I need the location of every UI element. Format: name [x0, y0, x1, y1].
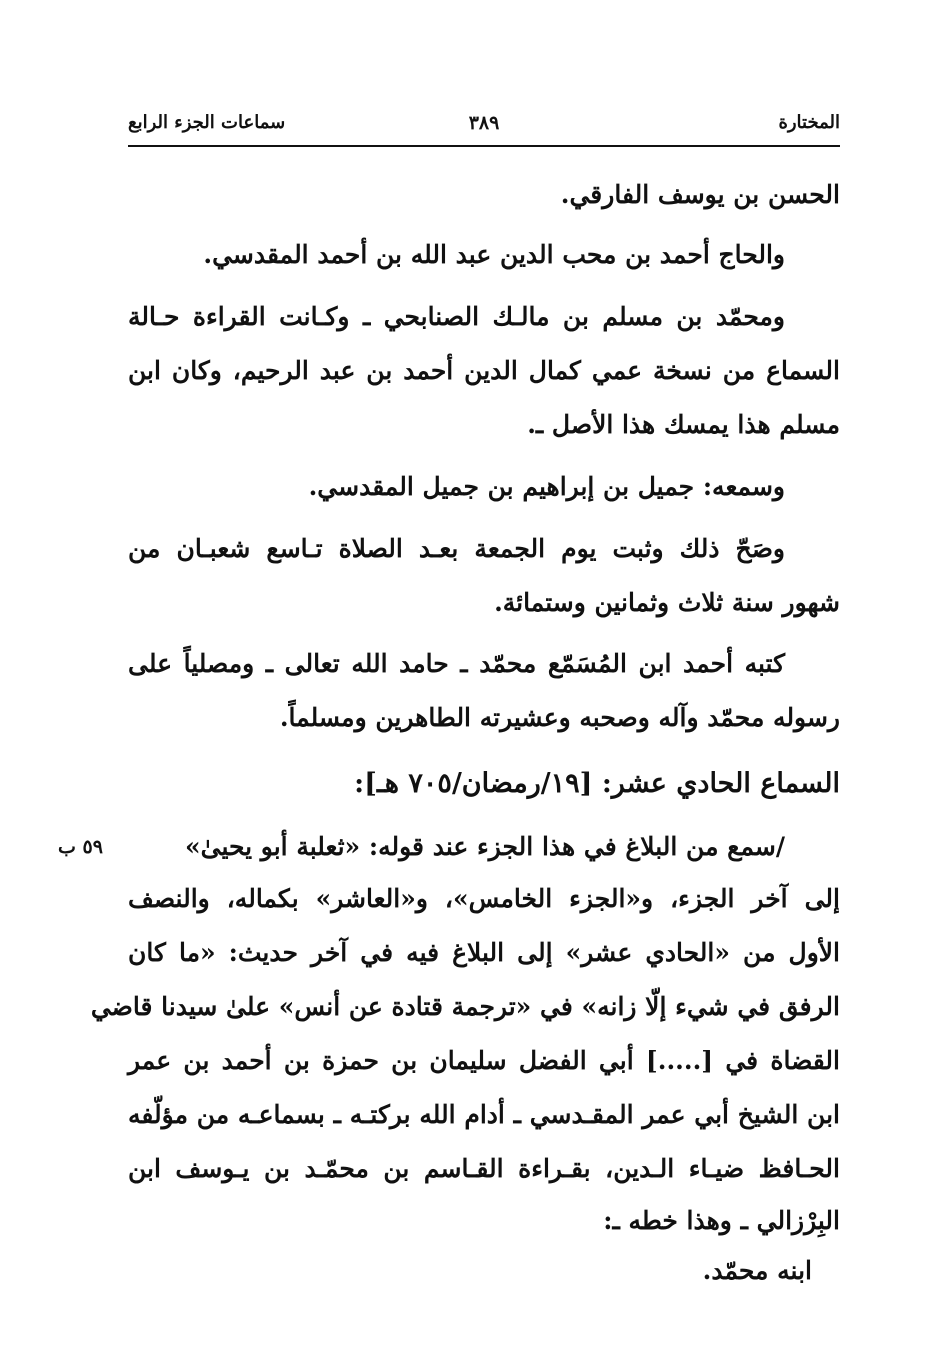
text-line: وسمعه: جميل بن إبراهيم بن جميل المقدسي.	[308, 472, 785, 501]
text-line: ابنه محمّد.	[702, 1256, 812, 1285]
text-line: البِرْزالي ـ وهذا خطه ـ:	[603, 1206, 840, 1235]
text-line: شهور سنة ثلاث وثمانين وستمائة.	[494, 588, 840, 617]
text-line: الرفق في شيء إلّا زانه» في «ترجمة قتادة عن أنس» علىٰ سيدنا قاضي	[90, 992, 840, 1021]
text-line: ابن الشيخ أبي عمر المقـدسي ـ أدام الله بركتـه ـ بسماعـه من مؤلّفه	[128, 1100, 840, 1129]
section-title: سماعات الجزء الرابع	[128, 112, 286, 133]
running-header	[128, 112, 840, 146]
folio-margin-note: ٥٩ ب	[58, 836, 103, 858]
text-line: وصَحّ ذلك وثبت يوم الجمعة بعـد الصلاة تـاسع شعبـان من	[128, 534, 785, 563]
text-line: والحاج أحمد بن محب الدين عبد الله بن أحمد المقدسي.	[203, 240, 785, 269]
text-line: /سمع من البلاغ في هذا الجزء عند قوله: «ثعلبة أبو يحيىٰ»	[184, 832, 785, 861]
text-line: مسلم هذا يمسك هذا الأصل ـ.	[527, 410, 840, 439]
text-line: إلى آخر الجزء، و«الجزء الخامس»، و«العاشر» بكماله، والنصف	[128, 884, 840, 913]
text-line: الحـافظ ضيـاء الـدين، بقـراءة القـاسم بن محمّـد بن يـوسف ابن	[128, 1154, 840, 1183]
section-heading: السماع الحادي عشر: [١٩/رمضان/٧٠٥ هـ]:	[354, 768, 840, 799]
text-line: الأول من «الحادي عشر» إلى البلاغ فيه في آخر حديث: «ما كان	[128, 938, 840, 967]
text-line: السماع من نسخة عمي كمال الدين أحمد بن عبد الرحيم، وكان ابن	[128, 356, 840, 385]
text-line: ومحمّد بن مسلم بن مالـك الصنابحي ـ وكـانت القراءة حـالة	[128, 302, 785, 331]
text-line: كتبه أحمد ابن المُسَمّع محمّد ـ حامد الله تعالى ـ ومصلياً على	[128, 649, 785, 678]
text-line: القضاة في [.....] أبي الفضل سليمان بن حمزة بن أحمد بن عمر	[128, 1046, 840, 1075]
book-title: المختارة	[778, 112, 840, 133]
text-line: الحسن بن يوسف الفارقي.	[560, 180, 840, 209]
page-number: ٣٨٩	[468, 112, 500, 134]
text-line: رسوله محمّد وآله وصحبه وعشيرته الطاهرين ومسلماً.	[279, 703, 840, 732]
header-rule	[128, 145, 840, 147]
